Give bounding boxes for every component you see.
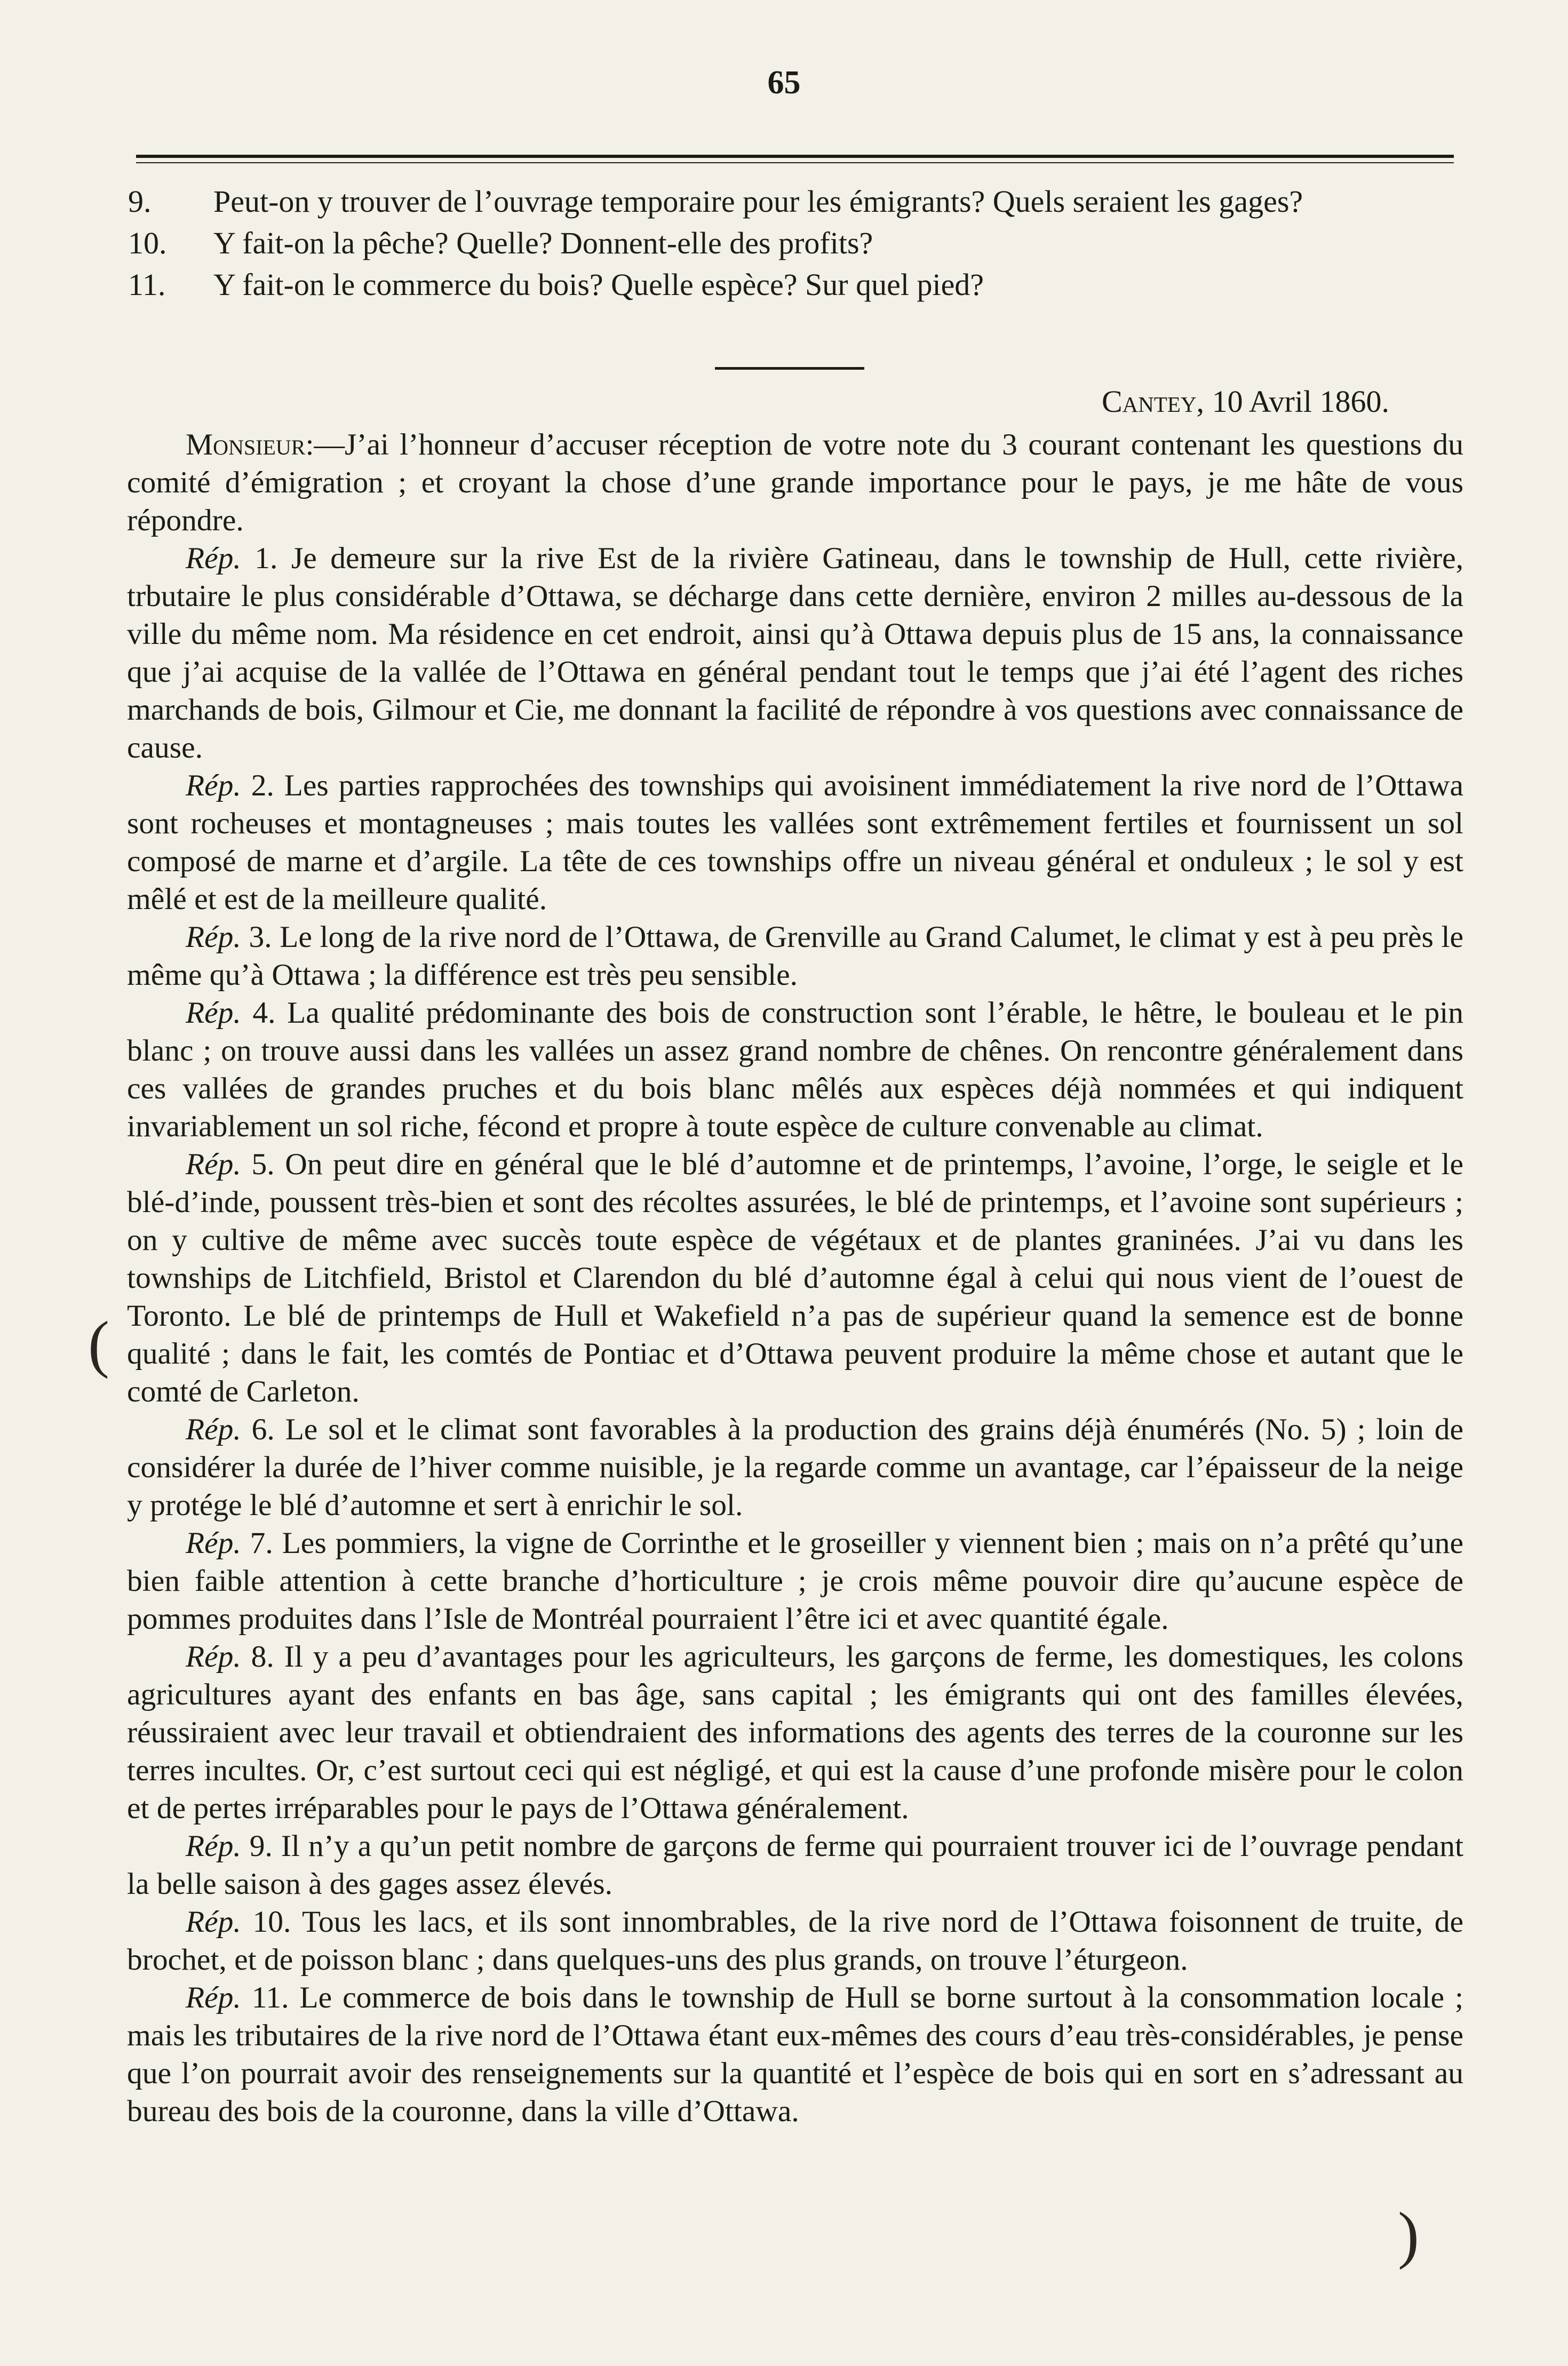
answer-number: 11.	[251, 1981, 289, 2014]
answer-paragraph	[127, 1411, 1463, 1524]
answer-label: Rép.	[186, 996, 241, 1030]
answer-label: Rép.	[186, 1981, 241, 2014]
answer-paragraph	[127, 1524, 1463, 1638]
answer-paragraph	[127, 994, 1463, 1145]
question-text: Y fait-on le commerce du bois? Quelle espèce? Sur quel pied?	[213, 267, 984, 302]
answer-label: Rép.	[186, 1526, 241, 1560]
header-rule-thick	[136, 155, 1454, 158]
answer-text: Les pommiers, la vigne de Corrinthe et le groseiller y viennent bien ; mais on n’a prêté qu’une bien faible attention à cette branche d’horticulture ; je crois même pouvoir dire qu’aucune espèce de pommes produites dans l’Isle de Montréal pourraient l’être ici et avec quantité égale.	[127, 1526, 1463, 1636]
letter-intro	[127, 426, 1463, 539]
answer-text: Il y a peu d’avantages pour les agriculteurs, les garçons de ferme, les domestiques, les colons agricultures ayant des enfants en bas âge, sans capital ; les émigrants qui ont des familles élevées, réussiraient avec leur travail et obtiendraient des informations des agents des terres de la couronne sur les terres incultes. Or, c’est surtout ceci qui est négligé, et qui est la cause d’une profonde misère pour le colon et de pertes irréparables pour le pays de l’Ottawa généralement.	[127, 1640, 1464, 1825]
letter-place: Cantey,	[1101, 384, 1205, 419]
answer-label: Rép.	[186, 1413, 241, 1446]
section-separator	[715, 367, 864, 370]
answer-label: Rép.	[186, 1640, 241, 1674]
answer-text: Il n’y a qu’un petit nombre de garçons de ferme qui pourraient trouver ici de l’ouvrage pendant la belle saison à des gages assez élevés.	[127, 1829, 1464, 1901]
answer-label: Rép.	[186, 1148, 241, 1181]
answer-number: 8.	[251, 1640, 274, 1674]
question-number: 11.	[128, 267, 166, 302]
answer-number: 7.	[250, 1526, 273, 1560]
answer-paragraph	[127, 767, 1463, 918]
header-rule-thin	[136, 162, 1454, 163]
answer-text: Les parties rapprochées des townships qui avoisinent immédiatement la rive nord de l’Ottawa sont rocheuses et montagneuses ; mais toutes les vallées sont extrêmement fertiles et fournissent un sol composé de marne et d’argile. La tête de ces townships offre un niveau général et onduleux ; le sol y est mêlé et est de la meilleure qualité.	[127, 769, 1464, 916]
answer-text: Le long de la rive nord de l’Ottawa, de Grenville au Grand Calumet, le climat y est à peu près le même qu’à Ottawa ; la différence est très peu sensible.	[127, 920, 1464, 992]
answer-number: 9.	[249, 1829, 273, 1863]
answer-label: Rép.	[186, 1905, 241, 1939]
answer-text: La qualité prédominante des bois de construction sont l’érable, le hêtre, le bouleau et le pin blanc ; on trouve aussi dans les vallées un assez grand nombre de chênes. On rencontre généralement dans ces vallées de grandes pruches et du bois blanc mêlés aux espèces déjà nommées et qui indiquent invariablement un sol riche, fécond et propre à toute espèce de culture convenable au climat.	[127, 996, 1464, 1143]
answer-paragraph	[127, 539, 1463, 767]
letter-dateline	[1102, 384, 1389, 419]
question-text: Y fait-on la pêche? Quelle? Donnent-elle des profits?	[213, 226, 873, 260]
answer-paragraph	[127, 918, 1463, 994]
answer-text: Tous les lacs, et ils sont innombrables, de la rive nord de l’Ottawa foisonnent de truite, de brochet, et de poisson blanc ; dans quelques-uns des plus grands, on trouve l’éturgeon.	[127, 1905, 1464, 1977]
answer-paragraph	[127, 1979, 1463, 2130]
answer-number: 6.	[251, 1413, 275, 1446]
answer-paragraph	[127, 1827, 1463, 1903]
answer-text: Je demeure sur la rive Est de la rivière Gatineau, dans le township de Hull, cette rivière, trbutaire le plus considérable d’Ottawa, se décharge dans cette dernière, environ 2 milles au-dessous de la ville du même nom. Ma résidence en cet endroit, ainsi qu’à Ottawa depuis plus de 15 ans, la connaissance que j’ai acquise de la vallée de l’Ottawa en général pendant tout le temps que j’ai été l’agent des riches marchands de bois, Gilmour et Cie, me donnant la facilité de répondre à vos questions avec connaissance de cause.	[127, 541, 1464, 764]
answer-label: Rép.	[186, 769, 241, 802]
answer-paragraph	[127, 1145, 1463, 1411]
question-item	[128, 267, 1473, 302]
letter-date: 10 Avril 1860.	[1212, 384, 1389, 419]
answer-number: 5.	[251, 1148, 275, 1181]
letter-intro-text: :—J’ai l’honneur d’accuser réception de votre note du 3 courant contenant les questions du comité d’émigration ; et croyant la chose d’une grande importance pour le pays, je me hâte de vous répondre.	[127, 428, 1463, 537]
question-number: 10.	[128, 226, 167, 260]
question-list	[128, 184, 1473, 309]
question-number: 9.	[128, 184, 152, 219]
answer-paragraph	[127, 1903, 1463, 1979]
answer-number: 1.	[254, 541, 278, 575]
answer-label: Rép.	[186, 541, 241, 575]
answer-text: On peut dire en général que le blé d’automne et de printemps, l’avoine, l’orge, le seigle et le blé-d’inde, poussent très-bien et sont des récoltes assurées, le blé de printemps, et l’avoine sont supérieurs ; on y cultive de même avec succès toute espèce de végétaux et de plantes graninées. J’ai vu dans les townships de Litchfield, Bristol et Clarendon du blé d’automne égal à celui qui nous vient de l’ouest de Toronto. Le blé de printemps de Hull et Wakefield n’a pas de supérieur quand la semence est de bonne qualité ; dans le fait, les comtés de Pontiac et d’Ottawa peuvent produire la même chose et autant que le comté de Carleton.	[127, 1148, 1464, 1408]
answer-number: 4.	[252, 996, 276, 1030]
question-item	[128, 226, 1473, 261]
margin-mark: (	[88, 1308, 109, 1379]
question-text: Peut-on y trouver de l’ouvrage temporaire pour les émigrants? Quels seraient les gages?	[213, 184, 1303, 219]
margin-mark: )	[1398, 2199, 1419, 2270]
answer-text: Le commerce de bois dans le township de Hull se borne surtout à la consommation locale ; mais les tributaires de la rive nord de l’Ottawa étant eux-mêmes des cours d’eau très-considérables, je pense que l’on pourrait avoir des renseignements sur la quantité et l’espèce de bois qui en sort en s’adressant au bureau des bois de la couronne, dans la ville d’Ottawa.	[127, 1981, 1463, 2128]
letter-salutation: Monsieur	[186, 428, 306, 461]
answer-label: Rép.	[186, 1829, 241, 1863]
answer-number: 2.	[251, 769, 274, 802]
answer-paragraph	[127, 1638, 1463, 1827]
answer-number: 3.	[249, 920, 272, 954]
answer-label: Rép.	[186, 920, 241, 954]
letter-body	[127, 426, 1463, 2130]
answer-number: 10.	[252, 1905, 291, 1939]
answer-text: Le sol et le climat sont favorables à la production des grains déjà énumérés (No. 5) ; loin de considérer la durée de l’hiver comme nuisible, je la regarde comme un avantage, car l’épaisseur de la neige y protége le blé d’automne et sert à enrichir le sol.	[127, 1413, 1464, 1522]
question-item	[128, 184, 1473, 219]
page-number: 65	[767, 65, 801, 101]
